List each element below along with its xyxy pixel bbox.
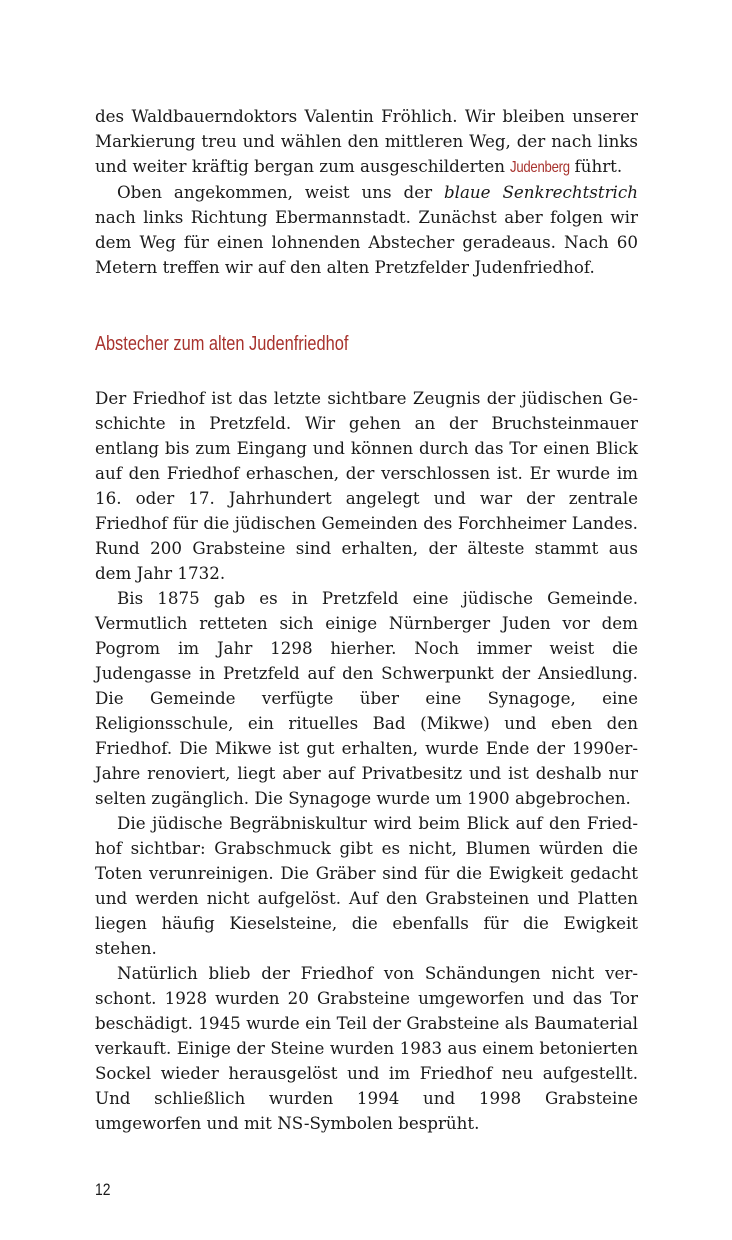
page-number: 12 — [95, 1180, 111, 1199]
intro-paragraph-1 — [95, 104, 638, 180]
section-paragraph-3: Die jüdische Begräbniskultur wird beim Blick auf den Friedhof sichtbar: Grabschmuck gibt es nicht, Blumen würden die Toten verunreinigen. Die Gräber sind für die Ewigkeit gedacht und werden nicht aufgelöst. Auf den Grabsteinen und Platten liegen häufig Kieselsteine, die ebenfalls für die Ewigkeit stehen. — [95, 813, 638, 958]
section-paragraph-4: Natürlich blieb der Friedhof von Schändungen nicht verschont. 1928 wurden 20 Grabsteine umgeworfen und das Tor beschädigt. 1945 wurde ein Teil der Grabsteine als Baumaterial verkauft. Einige der Steine wurden 1983 aus einem betonierten Sockel wieder herausgelöst und im Friedhof neu aufgestellt. Und schließlich wurden 1994 und 1998 Grabsteine umgeworfen und mit NS-Symbolen besprüht. — [95, 963, 638, 1133]
section-heading: Abstecher zum alten Judenfriedhof — [95, 333, 349, 355]
intro-text-1a: des Waldbauerndoktors Valentin Fröhlich. Wir bleiben unserer Markierung treu und wählen den mittleren Weg, der nach links und weiter kräftig bergan zum ausgeschilderten — [95, 106, 638, 176]
section-paragraph-2: Bis 1875 gab es in Pretzfeld eine jüdische Gemeinde. Vermutlich retteten sich einige Nürnberger Juden vor dem Pogrom im Jahr 1298 hierher. Noch immer weist die Judengasse in Pretzfeld auf den Schwerpunkt der Ansiedlung. Die Gemeinde verfügte über eine Synagoge, eine Religionsschule, ein rituelles Bad (Mikwe) und eben den Friedhof. Die Mikwe ist gut erhalten, wurde Ende der 1990er-Jahre renoviert, liegt aber auf Privatbesitz und ist deshalb nur selten zugänglich. Die Synagoge wurde um 1900 abgebrochen. — [95, 588, 638, 808]
trail-marker-name: blaue Senkrechtstrich — [443, 182, 638, 202]
section-paragraph-1: Der Friedhof ist das letzte sichtbare Zeugnis der jüdischen Geschichte in Pretzfeld. Wir gehen an der Bruchsteinmauer entlang bis zum Eingang und können durch das Tor einen Blick auf den Friedhof erhaschen, der verschlossen ist. Er wurde im 16. oder 17. Jahrhundert angelegt und war der zentrale Friedhof für die jüdischen Gemeinden des Forchheimer Landes. Rund 200 Grabsteine sind erhalten, der älteste stammt aus dem Jahr 1732. — [95, 388, 638, 583]
judenberg-sign-label: Judenberg — [510, 159, 571, 176]
intro-paragraph-2 — [95, 180, 638, 280]
intro-text-2a: Oben angekommen, weist uns der — [117, 182, 444, 202]
intro-text-1b: führt. — [569, 156, 623, 176]
intro-text-2b: nach links Richtung Ebermannstadt. Zunächst aber folgen wir dem Weg für einen lohnenden Abstecher geradeaus. Nach 60 Metern treffen wir auf den alten Pretzfelder Judenfriedhof. — [95, 207, 638, 277]
page-body — [95, 104, 638, 1136]
